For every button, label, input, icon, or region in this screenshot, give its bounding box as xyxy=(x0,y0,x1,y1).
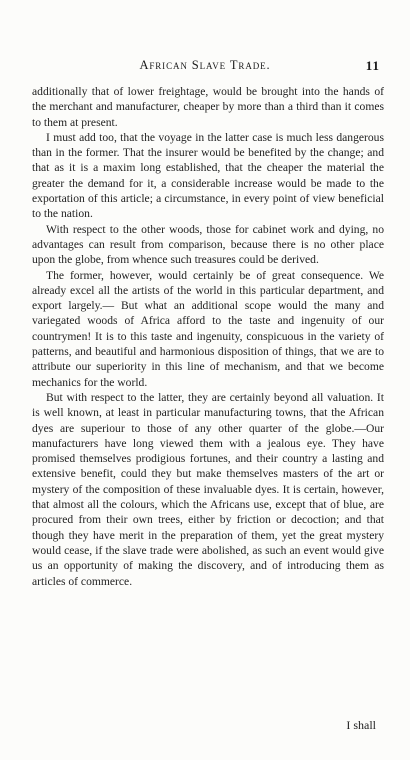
body-text xyxy=(32,84,384,589)
page-header xyxy=(30,58,380,74)
paragraph-continued: additionally that of lower freightage, would be brought into the hands of the merchant and manufacturer, cheaper by more than a third than it comes to them at present. xyxy=(32,85,384,129)
paragraph-other-woods: With respect to the other woods, those for cabinet work and dying, no advantages can result from comparison, because there is no other place upon the globe, from whence such treasures could be derived. xyxy=(32,222,384,267)
paragraph-cabinet-work: The former, however, would certainly be of great consequence. We already excel all the artists of the world in this particular department, and export largely.— But what an additional scope would the many and variegated woods of Africa afford to the taste and ingenuity of our countrymen! It is to this taste and ingenuity, conspicuous in the variety of patterns, and beautiful and harmonious disposition of things, that we are to attribute our superiority in this line of mechanism, and that we become mechanics for the world. xyxy=(32,268,384,389)
catchword: I shall xyxy=(346,718,376,732)
running-head: African Slave Trade. xyxy=(139,58,271,72)
paragraph-voyage: I must add too, that the voyage in the latter case is much less dangerous than in the former. That the insurer would be benefited by the change; and that as it is a maxim long established, that the cheaper the material the greater the demand for it, a considerable increase would be made to the exportation of this article; a circumstance, in every point of view beneficial to the nation. xyxy=(32,130,384,221)
paragraph-dyes: But with respect to the latter, they are certainly beyond all valuation. It is well known, at least in particular manufacturing towns, that the African dyes are superiour to those of any other quarter of the globe.—Our manufacturers have long viewed them with a jealous eye. They have promised themselves prodigious fortunes, and their country a lasting and extensive benefit, could they but make themselves masters of the art or mystery of the composition of these invaluable dyes. It is certain, however, that almost all the colours, which the Africans use, except that of blue, are procured from their own trees, either by friction or decoction; and that though they have merit in the preparation of them, yet the great mystery would cease, if the slave trade were abolished, as such an event would give us an opportunity of making the discovery, and of introducing them as articles of commerce. xyxy=(32,390,384,588)
page-number: 11 xyxy=(365,58,380,73)
